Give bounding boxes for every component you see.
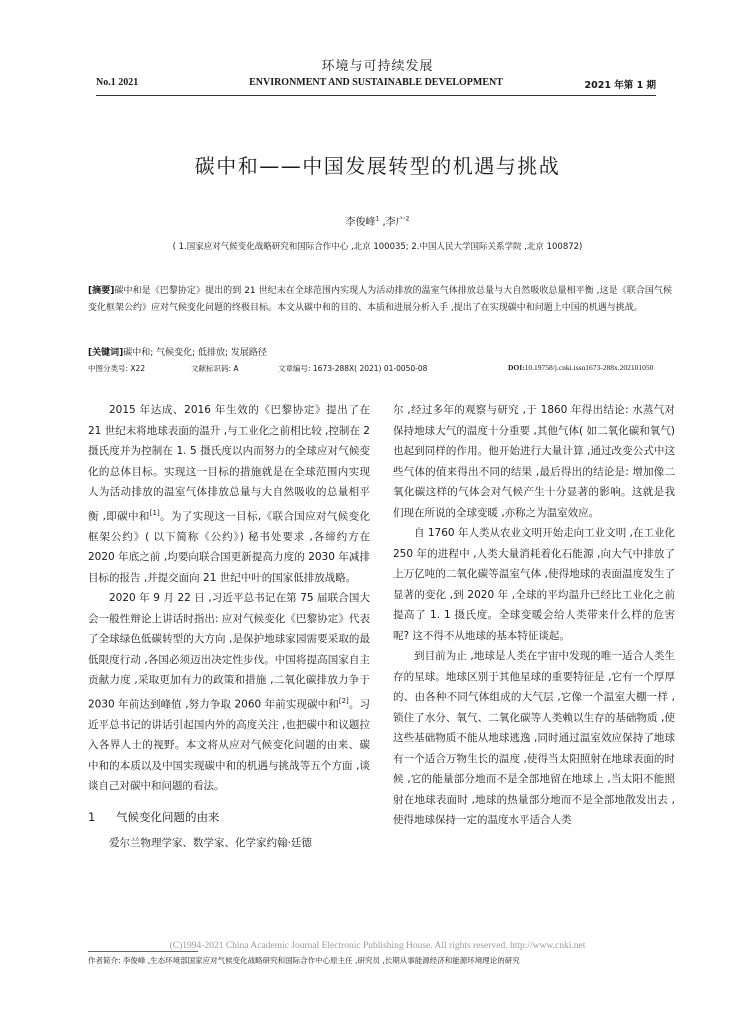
author-affiliation-mark: 2: [405, 215, 410, 223]
abstract-label: [摘要]: [88, 286, 115, 296]
paragraph: [88, 588, 370, 797]
paper-title: 碳中和——中国发展转型的机遇与挑战: [194, 154, 561, 178]
abstract: [88, 283, 672, 317]
paragraph: 自 1760 年人类从农业文明开始走向工业文明 ,在工业化 250 年的进程中 ,人类大量消耗着化石能源 ,向大气中排放了上万亿吨的二氧化碳等温室气体 ,使得地球的表面温度发生了显著的变化 ,到 2020 年 ,全球的平均温升已经比工业化之前提高了 1. 1 摄氏度。全球变暖会给人类带来什么样的危害呢? 这不得不从地球的基本特征谈起。: [393, 527, 675, 642]
header-divider: [96, 95, 656, 96]
paragraph-text: 。为了实现这一目标,《联合国应对气候变化框架公约》( 以下简称《公约》) 秘书处要求 ,各缔约方在 2020 年底之前 ,均要向联合国更新提高力度的 2030 年减排目标的报告 ,并提交面向 21 世纪中叶的国家低排放战略。: [88, 510, 370, 584]
author-separator: ,: [379, 217, 386, 228]
paragraph: [88, 400, 370, 588]
doi: [508, 363, 654, 372]
doi-value: 10.19758/j.cnki.issn1673-288x.202101050: [524, 363, 654, 372]
author-affiliation-mark: 1: [375, 215, 380, 223]
classification-number: 中图分类号: X22: [88, 364, 146, 373]
section-title: 气候变化问题的由来: [116, 809, 220, 824]
keywords-label: [关键词]: [88, 348, 124, 358]
issue-number-en: No.1 2021: [96, 77, 139, 88]
document-code: 文献标识码: A: [191, 364, 239, 373]
section-number: 1: [88, 809, 96, 824]
footnote-divider: [88, 951, 198, 952]
body-column-right: [393, 400, 675, 831]
article-number: 文章编号: 1673-288X( 2021) 01-0050-08: [278, 364, 428, 373]
paragraph-text: 2015 年达成、2016 年生效的《巴黎协定》提出了在 21 世纪末将地球表面的温升 ,与工业化之前相比较 ,控制在 2 摄氏度并为控制在 1. 5 摄氏度以内而努力的全球应对气候变化的总体目标。实现这一目标的措施就是在全球范围内实现人为活动排放的温室气体排放总量与大自然吸收的总量相平衡 ,即碳中和: [88, 404, 370, 522]
section-heading: [88, 807, 370, 828]
abstract-text: 碳中和是《巴黎协定》提出的到 21 世纪末在全球范围内实现人为活动排放的温室气体排放总量与大自然吸收总量相平衡 ,这是《联合国气候变化框架公约》应对气候变化问题的终极目标。本文从碳中和的目的、本质和进展分析入手 ,提出了在实现碳中和问题上中国的机遇与挑战。: [88, 286, 672, 313]
running-header: [96, 77, 656, 93]
copyright-watermark: (C)1994-2021 China Academic Journal Electronic Publishing House. All rights reserved. http://www.cnki.net: [169, 941, 586, 951]
paragraph: 到目前为止 ,地球是人类在宇宙中发现的唯一适合人类生存的星球。地球区别于其他星球的重要特征是 ,它有一个厚厚的、由各种不同气体组成的大气层 ,它像一个温室大棚一样 ,锁住了水分、氧气、二氧化碳等人类赖以生存的基础物质 ,使这些基础物质不能从地球逃逸 ,同时通过温室效应保持了地球有一个适合万物生长的温度 ,使得当太阳照射在地球表面的时候 ,它的能量部分地而不是全部地留在地球上 ,当太阳不能照射在地球表面时 ,地球的热量部分地而不是全部地散发出去 ,使得地球保持一定的温度水平适合人类: [393, 650, 675, 826]
keywords-text: 碳中和; 气候变化; 低排放; 发展路径: [123, 348, 267, 358]
affiliations: ( 1.国家应对气候变化战略研究和国际合作中心 ,北京 100035; 2.中国人民大学国际关系学院 ,北京 100872): [172, 242, 583, 252]
citation-ref: [2]: [338, 696, 349, 705]
journal-name-en: ENVIRONMENT AND SUSTAINABLE DEVELOPMENT: [249, 77, 503, 88]
article-metadata: [88, 363, 678, 377]
keywords: [88, 345, 672, 358]
paragraph-text: 。习近平总书记的讲话引起国内外的高度关注 ,也把碳中和议题拉入各界人士的视野。本文将从应对气候变化问题的由来、碳中和的本质以及中国实现碳中和的机遇与挑战等五个方面 ,谈谈自己对碳中和问题的看法。: [88, 698, 370, 792]
author-line: [0, 213, 755, 228]
body-column-left: [88, 400, 370, 854]
journal-name-cn: 环境与可持续发展: [321, 59, 434, 74]
issue-number-cn: 2021 年第 1 期: [584, 80, 656, 91]
paragraph-text: 2020 年 9 月 22 日 ,习近平总书记在第 75 届联合国大会一般性辩论上讲话时指出: 应对气候变化《巴黎协定》代表了全球绿色低碳转型的大方向 ,是保护地球家园需要采取的最低限度行动 ,各国必须迈出决定性步伐。中国将提高国家自主贡献力度 ,采取更加有力的政策和措施 ,二氧化碳排放力争于 2030 年前达到峰值 ,努力争取 2060 年前实现碳中和: [88, 592, 370, 710]
doi-label: DOI:: [508, 363, 525, 372]
author-footnote: 作者简介: 李俊峰 ,生态环境部国家应对气候变化战略研究和国际合作中心原主任 ,研究员 ,长期从事能源经济和能源环境理论的研究: [88, 956, 520, 965]
author-name: 李广: [385, 217, 406, 228]
citation-ref: [1]: [149, 508, 160, 517]
author-name: 李俊峰: [345, 217, 376, 228]
paragraph: 爱尔兰物理学家、数学家、化学家约翰·廷德: [109, 837, 312, 849]
paragraph: 尔 ,经过多年的观察与研究 ,于 1860 年得出结论: 水蒸气对保持地球大气的温度十分重要 ,其他气体( 如二氧化碳和氧气) 也起到同样的作用。他开始进行大量计算 ,通过改变公式中这些气体的值来得出不同的结果 ,最后得出的结论是: 增加像二氧化碳这样的气体会对气候产生十分显著的影响。这就是我们现在所说的全球变暖 ,亦称之为温室效应。: [393, 404, 675, 519]
